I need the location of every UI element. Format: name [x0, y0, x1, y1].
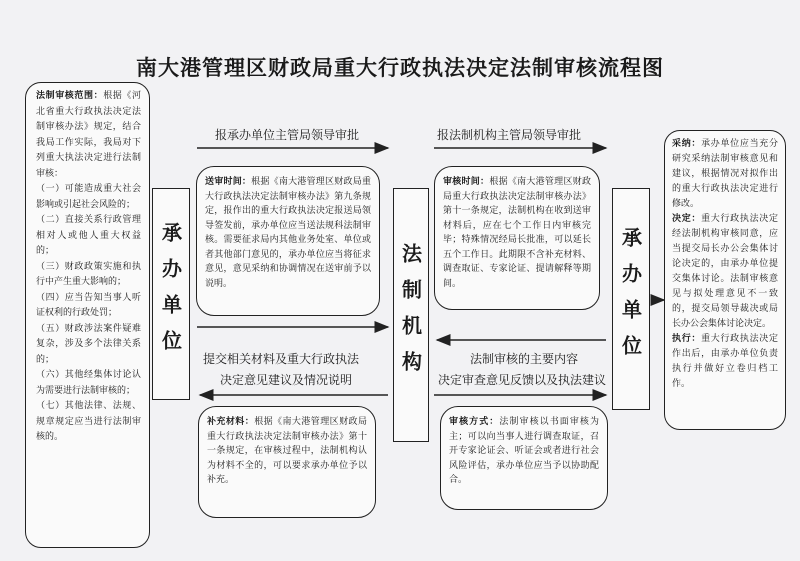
scope-item: （四）应当告知当事人听证权利的行政处罚；: [36, 292, 141, 318]
review-scope-intro: 根据《河北省重大行政执法决定法制审核办法》规定，结合我局工作实际，我局对下列重大执法决定进行法制审核：: [36, 91, 141, 179]
arrow-label-bottom-left-2: 决定意见建议及情况说明: [220, 373, 353, 387]
review-method-box: [440, 406, 608, 510]
scope-item: （一）可能造成重大社会影响或引起社会风险的；: [36, 184, 141, 210]
submit-time-box: [196, 166, 380, 316]
arrow-label-bottom-left-1: 提交相关材料及重大行政执法: [203, 352, 360, 366]
execution-heading: 执行：: [672, 334, 702, 344]
scope-item: （三）财政政策实施和执行中产生重大影响的；: [36, 261, 141, 287]
review-method-body: 法制审核以书面审核为主；可以向当事人进行调查取证，召开专家论证会、听证会或者进行社会风险评估，承办单位应当予以协助配合。: [449, 417, 599, 485]
submit-time-heading: 送审时间：: [205, 177, 252, 187]
submit-time-body: 根据《南大港管理区财政局重大行政执法决定法制审核办法》第九条规定，报作出的重大行政执法决定报送局领导签发前，承办单位应当送法规科法制审核。需要征求局内其他业务处室、单位或者其他部门意见的，承办单位应当将征求意见，意见采纳和协调情况在送审前予以说明。: [205, 177, 371, 289]
right-unit-label: 承办单位: [618, 227, 643, 371]
scope-item: （五）财政涉法案件疑难复杂，涉及多个法律关系的；: [36, 323, 141, 365]
adoption-heading: 采纳：: [672, 139, 702, 149]
execution-body: 重大行政执法决定作出后，由承办单位负责执行并做好立卷归档工作。: [672, 334, 778, 389]
review-time-heading: 审核时间：: [443, 177, 490, 187]
arrow-label-bottom-right-1: 法制审核的主要内容: [470, 352, 579, 366]
review-time-box: [434, 166, 600, 310]
left-unit-label: 承办单位: [158, 222, 183, 366]
legal-institution-label: 法制机构: [398, 243, 423, 387]
arrow-label-bottom-right-2: 决定审查意见反馈以及执法建议: [438, 373, 607, 387]
supplement-heading: 补充材料：: [207, 417, 255, 427]
review-method-heading: 审核方式：: [449, 417, 500, 427]
arrow-label-top-right: 报法制机构主管局领导审批: [437, 128, 582, 142]
arrow-label-top-left: 报承办单位主管局领导审批: [215, 128, 360, 142]
review-time-body: 根据《南大港管理区财政局重大行政执法决定法制审核办法》第十一条规定，法制机构在收到送审材料后，应在七个工作日内审核完毕；特殊情况经局长批准，可以延长五个工作日。此期限不含补充材料、调查取证、专家论证、提请解释等期间。: [443, 177, 591, 289]
scope-item: （六）其他经集体讨论认为需要进行法制审核的；: [36, 370, 141, 396]
review-scope-heading: 法制审核范围：: [36, 91, 104, 101]
page-title: 南大港管理区财政局重大行政执法决定法制审核流程图: [136, 56, 664, 80]
supplement-body: 根据《南大港管理区财政局重大行政执法决定法制审核办法》第十一条规定，在审核过程中，法制机构认为材料不全的，可以要求承办单位予以补充。: [207, 417, 367, 485]
decision-heading: 决定：: [672, 214, 702, 224]
scope-item: （二）直接关系行政管理相对人或他人重大权益的；: [36, 215, 141, 256]
scope-item: （七）其他法律、法规、规章规定应当进行法制审核的。: [36, 401, 141, 442]
outcome-box: [664, 130, 786, 430]
adoption-body: 承办单位应当充分研究采纳法制审核意见和建议，根据情况对拟作出的重大行政执法决定进行修改。: [672, 139, 778, 209]
supplement-box: [198, 406, 376, 518]
decision-body: 重大行政执法决定经法制机构审核同意，应当提交局长办公会集体讨论决定的，由承办单位提交集体讨论。法制审核意见与拟处理意见不一致的，提交局领导裁决或局长办公会集体讨论决定。: [672, 214, 778, 329]
